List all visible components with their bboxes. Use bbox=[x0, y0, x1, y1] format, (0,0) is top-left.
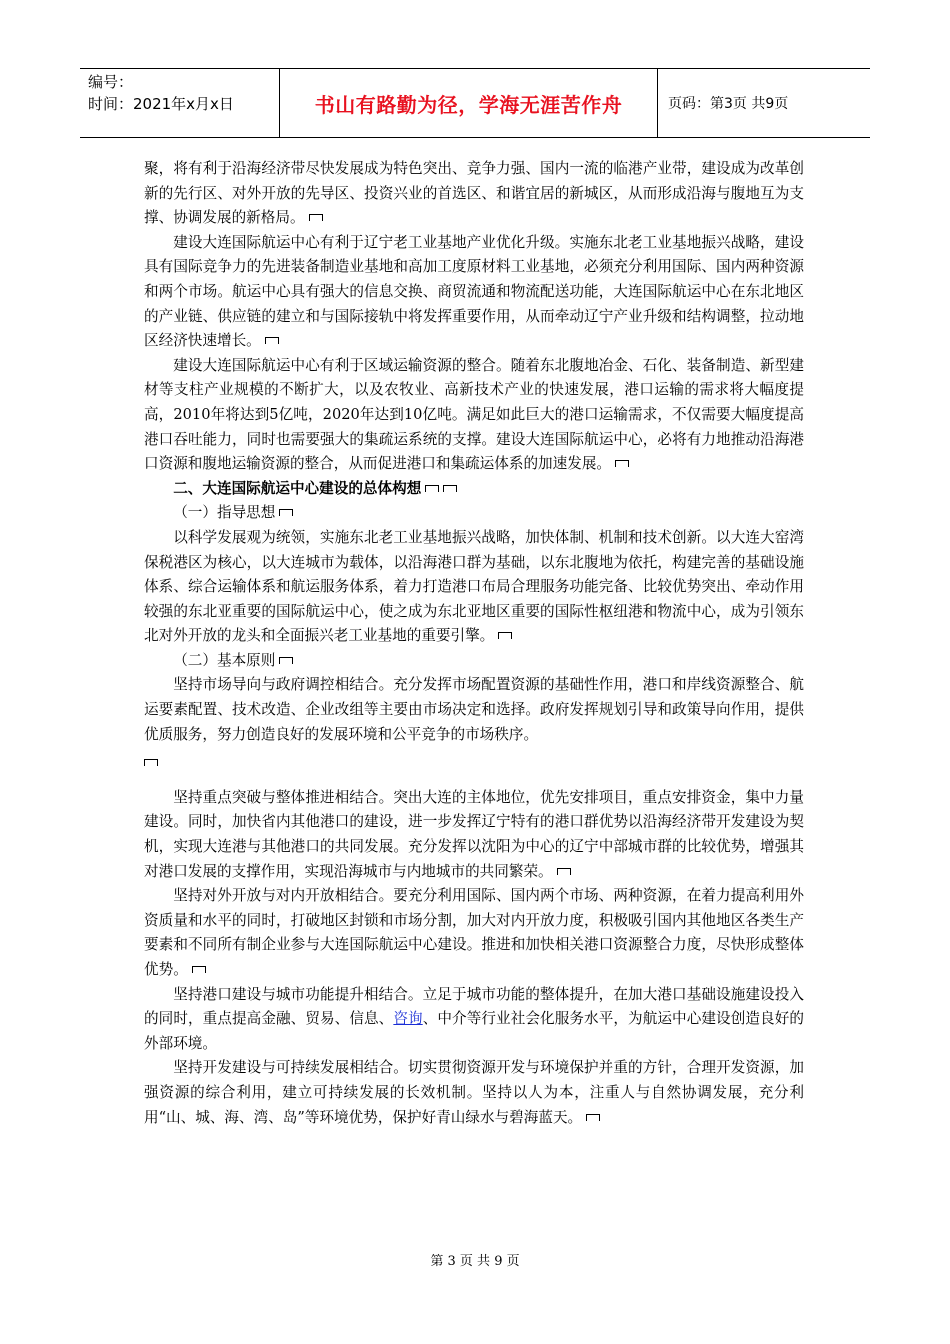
paragraph-text: 坚持港口建设与城市功能提升相结合。立足于城市功能的整体提升，在加大港口基础设施建设投入的同时，重点提高金融、贸易、信息、 bbox=[144, 985, 804, 1028]
paragraph-mark-icon bbox=[443, 485, 457, 492]
empty-paragraph bbox=[144, 751, 804, 776]
paragraph bbox=[144, 673, 804, 747]
paragraph bbox=[144, 526, 804, 649]
paragraph bbox=[144, 1056, 804, 1130]
paragraph-mark-icon bbox=[309, 214, 323, 221]
paragraph-mark-icon bbox=[615, 460, 629, 467]
paragraph bbox=[144, 231, 804, 354]
paragraph-text: 以科学发展观为统领，实施东北老工业基地振兴战略，加快体制、机制和技术创新。以大连大窑湾保税港区为核心，以大连城市为载体，以沿海港口群为基础，以东北腹地为依托，构建完善的基础设施体系、综合运输体系和航运服务体系，着力打造港口布局合理服务功能完备、比较优势突出、牵动作用较强的东北亚重要的国际航运中心，使之成为东北亚地区重要的国际性枢纽港和物流中心，成为引领东北对外开放的龙头和全面振兴老工业基地的重要引擎。 bbox=[144, 528, 804, 645]
subsection-heading bbox=[144, 501, 804, 526]
document-number-label: 编号： bbox=[88, 73, 134, 91]
paragraph bbox=[144, 157, 804, 231]
paragraph-mark-icon bbox=[498, 632, 512, 639]
paragraph bbox=[144, 354, 804, 477]
paragraph-mark-icon bbox=[192, 966, 206, 973]
header-motto: 书山有路勤为径，学海无涯苦作舟 bbox=[280, 69, 658, 137]
consulting-link[interactable]: 咨询 bbox=[393, 1010, 423, 1028]
paragraph-text: 坚持重点突破与整体推进相结合。突出大连的主体地位，优先安排项目，重点安排资金，集中力量建设。同时，加快省内其他港口的建设，进一步发挥辽宁特有的港口群优势以沿海经济带开发建设为契机，实现大连港与其他港口的共同发展。充分发挥以沈阳为中心的辽宁中部城市群的比较优势，增强其对港口发展的支撑作用，实现沿海城市与内地城市的共同繁荣。 bbox=[144, 788, 804, 880]
paragraph-text: 聚，将有利于沿海经济带尽快发展成为特色突出、竞争力强、国内一流的临港产业带，建设成为改革创新的先行区、对外开放的先导区、投资兴业的首选区、和谐宜居的新城区，从而形成沿海与腹地互为支撑、协调发展的新格局。 bbox=[144, 160, 804, 227]
paragraph-mark-icon bbox=[144, 759, 158, 766]
paragraph-text: 坚持开发建设与可持续发展相结合。切实贯彻资源开发与环境保护并重的方针，合理开发资源，加强资源的综合利用，建立可持续发展的长效机制。坚持以人为本，注重人与自然协调发展，充分利用“山、城、海、湾、岛”等环境优势，保护好青山绿水与碧海蓝天。 bbox=[144, 1059, 804, 1126]
header-meta bbox=[80, 69, 280, 137]
paragraph bbox=[144, 983, 804, 1057]
page-footer: 第 3 页 共 9 页 bbox=[430, 1254, 520, 1269]
paragraph-text: 、中介等行业社会化服务水平，为航运中心建设创造良好的外部环境。 bbox=[144, 1010, 804, 1052]
paragraph-text: 坚持市场导向与政府调控相结合。充分发挥市场配置资源的基础性作用，港口和岸线资源整合、航运要素配置、技术改造、企业改组等主要由市场决定和选择。政府发挥规划引导和政策导向作用，提供优质服务，努力创造良好的发展环境和公平竞争的市场秩序。 bbox=[144, 676, 804, 743]
spacer bbox=[144, 776, 804, 786]
paragraph-mark-icon bbox=[425, 485, 439, 492]
section-heading bbox=[144, 477, 804, 502]
section-heading-text: 二、大连国际航运中心建设的总体构想 bbox=[173, 479, 422, 497]
paragraph-mark-icon bbox=[279, 509, 293, 516]
document-body bbox=[144, 157, 804, 1130]
paragraph-mark-icon bbox=[586, 1114, 600, 1121]
paragraph-mark-icon bbox=[557, 868, 571, 875]
document-time-label: 时间：2021年x月x日 bbox=[88, 95, 234, 113]
paragraph-mark-icon bbox=[279, 657, 293, 664]
subsection-heading-text: （一）指导思想 bbox=[173, 504, 276, 522]
paragraph-text: 建设大连国际航运中心有利于区域运输资源的整合。随着东北腹地冶金、石化、装备制造、新型建材等支柱产业规模的不断扩大，以及农牧业、高新技术产业的快速发展，港口运输的需求将大幅度提高，2010年将达到5亿吨，2020年达到10亿吨。满足如此巨大的港口运输需求，不仅需要大幅度提高港口吞吐能力，同时也需要强大的集疏运系统的支撑。建设大连国际航运中心，必将有力地推动沿海港口资源和腹地运输资源的整合，从而促进港口和集疏运体系的加速发展。 bbox=[144, 356, 804, 473]
subsection-heading bbox=[144, 649, 804, 674]
paragraph bbox=[144, 786, 804, 884]
page-header bbox=[80, 68, 870, 138]
paragraph-text: 建设大连国际航运中心有利于辽宁老工业基地产业优化升级。实施东北老工业基地振兴战略，建设具有国际竞争力的先进装备制造业基地和高加工度原材料工业基地，必须充分利用国际、国内两种资源和两个市场。航运中心具有强大的信息交换、商贸流通和物流配送功能，大连国际航运中心在东北地区的产业链、供应链的建立和与国际接轨中将发挥重要作用，从而牵动辽宁产业升级和结构调整，拉动地区经济快速增长。 bbox=[144, 233, 804, 350]
paragraph bbox=[144, 884, 804, 982]
header-page-label: 页码：第3页 共9页 bbox=[668, 96, 789, 112]
paragraph-mark-icon bbox=[265, 337, 279, 344]
paragraph-text: 坚持对外开放与对内开放相结合。要充分利用国际、国内两个市场、两种资源，在着力提高利用外资质量和水平的同时，打破地区封锁和市场分割，加大对内开放力度，积极吸引国内其他地区各类生产要素和不同所有制企业参与大连国际航运中心建设。推进和加快相关港口资源整合力度，尽快形成整体优势。 bbox=[144, 887, 804, 978]
subsection-heading-text: （二）基本原则 bbox=[173, 651, 276, 669]
